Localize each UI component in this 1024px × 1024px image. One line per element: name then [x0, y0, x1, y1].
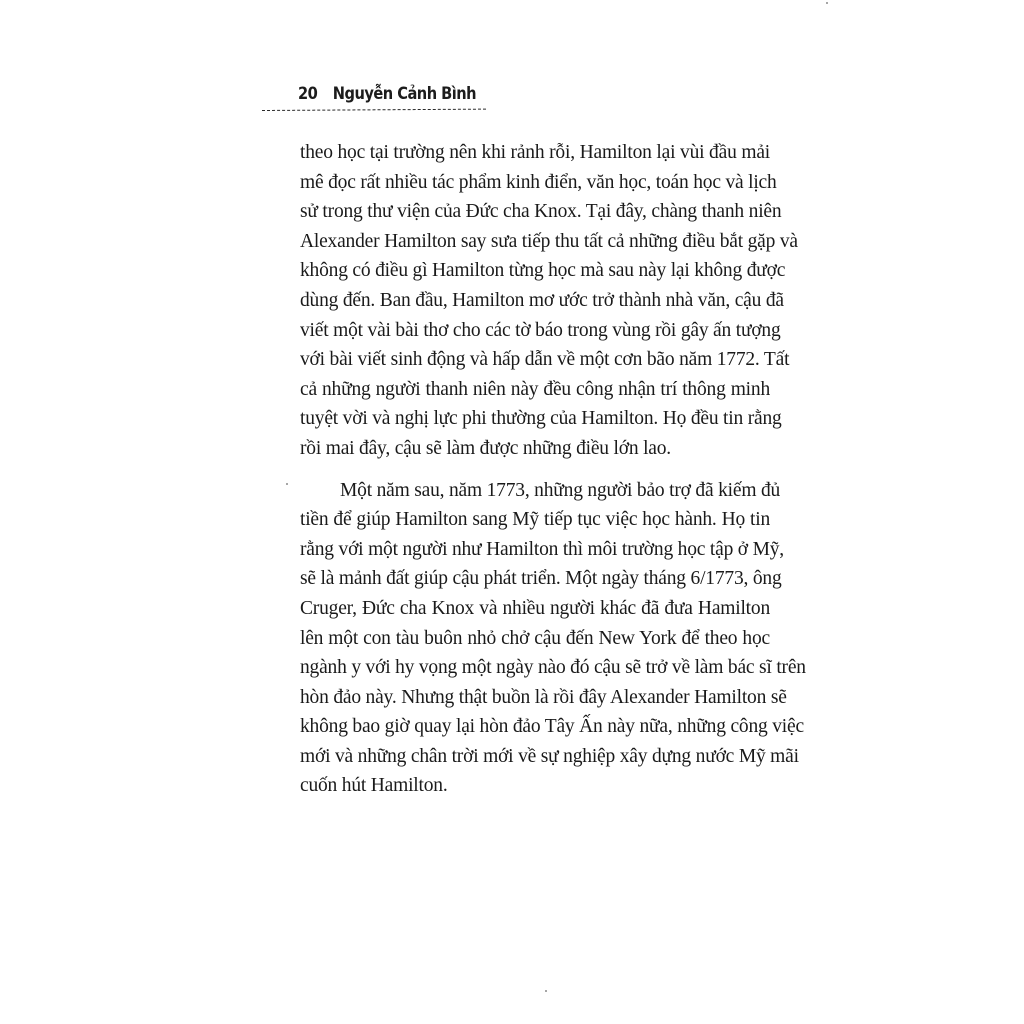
- scan-speck: [545, 990, 547, 992]
- text-line: Cruger, Đức cha Knox và nhiều người khác đã đưa Hamilton: [300, 597, 770, 619]
- text-line: Một năm sau, năm 1773, những người bảo trợ đã kiếm đủ: [340, 479, 781, 501]
- author-name: Nguyễn Cảnh Bình: [332, 84, 477, 104]
- body-text: [300, 138, 806, 801]
- text-line: lên một con tàu buôn nhỏ chở cậu đến New York để theo học: [300, 627, 770, 649]
- text-line: rồi mai đây, cậu sẽ làm được những điều lớn lao.: [300, 437, 671, 459]
- text-line: không bao giờ quay lại hòn đảo Tây Ấn này nữa, những công việc: [300, 716, 804, 738]
- page-number: 20: [298, 84, 318, 104]
- paragraph-2: [300, 476, 806, 802]
- text-line: sử trong thư viện của Đức cha Knox. Tại đây, chàng thanh niên: [300, 201, 782, 223]
- text-line: tuyệt vời và nghị lực phi thường của Hamilton. Họ đều tin rằng: [300, 408, 782, 430]
- text-line: ngành y với hy vọng một ngày nào đó cậu sẽ trở về làm bác sĩ trên: [300, 657, 806, 679]
- text-line: viết một vài bài thơ cho các tờ báo trong vùng rồi gây ấn tượng: [300, 319, 781, 341]
- scan-speck: [286, 483, 288, 485]
- text-line: dùng đến. Ban đầu, Hamilton mơ ước trở thành nhà văn, cậu đã: [300, 289, 784, 311]
- text-line: Alexander Hamilton say sưa tiếp thu tất cả những điều bắt gặp và: [300, 230, 798, 252]
- text-line: hòn đảo này. Nhưng thật buồn là rồi đây Alexander Hamilton sẽ: [300, 686, 787, 708]
- paragraph-1: [300, 138, 798, 464]
- text-line: rằng với một người như Hamilton thì môi trường học tập ở Mỹ,: [300, 538, 784, 560]
- text-line: cả những người thanh niên này đều công nhận trí thông minh: [300, 378, 770, 400]
- text-line: không có điều gì Hamilton từng học mà sau này lại không được: [300, 260, 786, 282]
- text-line: mới và những chân trời mới về sự nghiệp xây dựng nước Mỹ mãi: [300, 745, 799, 767]
- text-line: sẽ là mảnh đất giúp cậu phát triển. Một ngày tháng 6/1773, ông: [300, 568, 782, 590]
- scan-speck: [826, 2, 828, 4]
- paragraph-spacing: [300, 464, 770, 476]
- text-line: tiền để giúp Hamilton sang Mỹ tiếp tục việc học hành. Họ tin: [300, 509, 770, 531]
- text-line: theo học tại trường nên khi rảnh rỗi, Hamilton lại vùi đầu mải: [300, 142, 770, 163]
- text-line: cuốn hút Hamilton.: [300, 775, 448, 797]
- text-line: với bài viết sinh động và hấp dẫn về một cơn bão năm 1772. Tất: [300, 349, 790, 371]
- text-line: mê đọc rất nhiều tác phẩm kinh điển, văn học, toán học và lịch: [300, 171, 777, 193]
